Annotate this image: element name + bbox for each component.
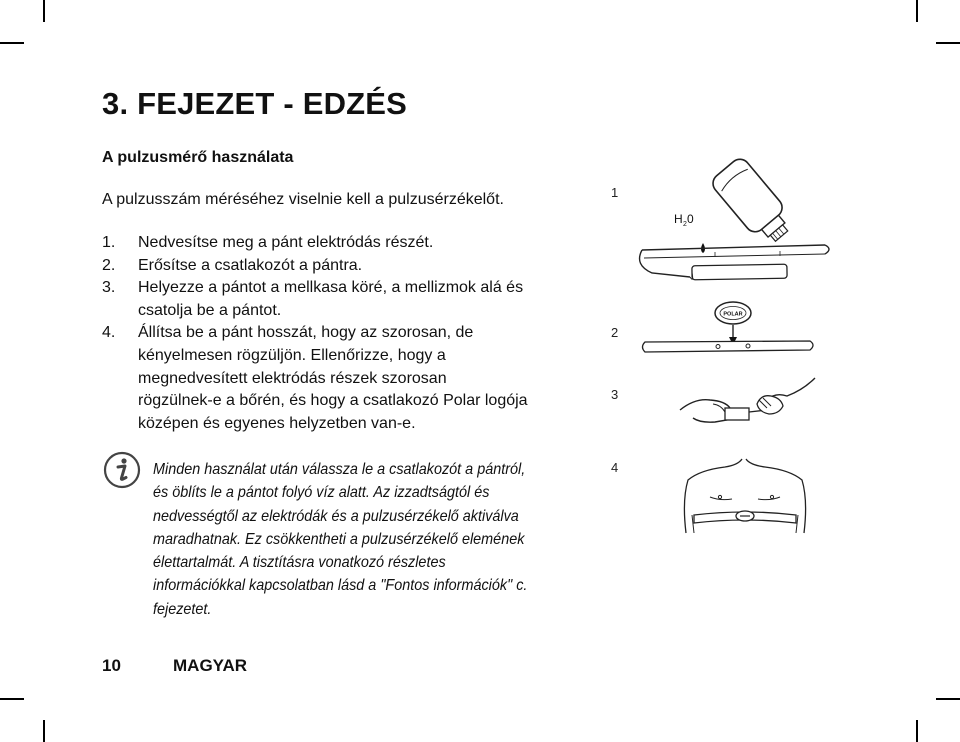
water-bottle-illustration — [709, 155, 798, 249]
info-icon — [103, 451, 141, 489]
step-text: Nedvesítse meg a pánt elektródás részét. — [138, 234, 434, 251]
step-number: 3. — [102, 279, 116, 297]
step-number: 2. — [102, 256, 116, 274]
crop-mark — [0, 42, 24, 44]
crop-mark — [0, 698, 24, 700]
crop-mark — [916, 720, 918, 742]
crop-mark — [43, 720, 45, 742]
steps-list — [102, 232, 582, 435]
crop-mark — [936, 698, 960, 700]
svg-text:H: H — [674, 212, 683, 226]
step-text: Erősítse a csatlakozót a pántra. — [138, 256, 363, 274]
page-number: 10 — [102, 656, 121, 675]
figure-attach-connector — [630, 295, 830, 365]
svg-text:2: 2 — [683, 221, 687, 228]
figure-fasten-strap — [675, 370, 825, 430]
step-item — [102, 255, 582, 278]
care-note: Minden használat után válassza le a csatlakozót a pántról, és öblíts le a pántot folyó víz alatt. Az izzadtságtól és nedvességtől az elektródák és a pulzusérzékelő aktiválva maradhatnak. Ez csökkentheti a pulzusérzékelő elemének élettartalmát. A tisztításra vonatkozó részletes információkkal kapcsolatban lásd a "Fontos információk" c. fejezetet. — [153, 461, 528, 618]
figure-wet-strap — [630, 155, 855, 295]
intro-paragraph: A pulzusszám méréséhez viselnie kell a pulzusérzékelőt. — [102, 191, 504, 208]
step-number: 4. — [102, 324, 116, 342]
step-text: Helyezze a pántot a mellkasa köré, a mellizmok alá és csatolja be a pántot. — [138, 279, 524, 319]
crop-mark — [936, 42, 960, 44]
figure-number-3: 3 — [611, 387, 619, 402]
svg-text:POLAR: POLAR — [723, 311, 743, 318]
footer-language: MAGYAR — [173, 656, 247, 675]
chapter-title: 3. FEJEZET - EDZÉS — [102, 86, 408, 121]
step-item — [102, 277, 582, 322]
figure-number-4: 4 — [611, 460, 619, 475]
step-item — [102, 232, 582, 255]
figure-number-1: 1 — [611, 185, 619, 200]
step-item — [102, 322, 582, 435]
figure-strap-on-chest — [680, 455, 810, 535]
crop-mark — [916, 0, 918, 22]
figure-number-2: 2 — [611, 325, 619, 340]
svg-text:0: 0 — [687, 212, 694, 226]
step-text: Állítsa be a pánt hosszát, hogy az szorosan, de kényelmesen rögzüljön. Ellenőrizze, hogy a megnedvesített elektródás részek szorosan rögzülnek-e a bőrén, és hogy a csatlakozó Polar logója középen és egyenes helyzetben van-e. — [138, 324, 528, 432]
step-number: 1. — [102, 234, 116, 251]
crop-mark — [43, 0, 45, 22]
section-heading: A pulzusmérő használata — [102, 149, 294, 166]
